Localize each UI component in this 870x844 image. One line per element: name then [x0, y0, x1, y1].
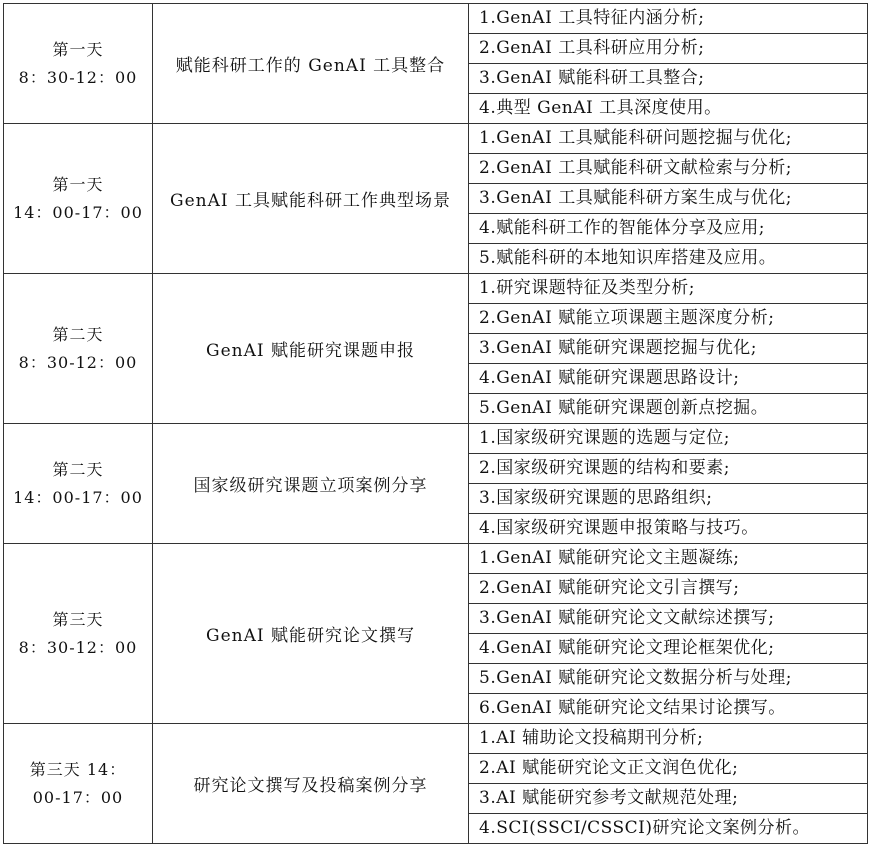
session-day: 第一天	[52, 39, 104, 59]
session-time	[4, 4, 153, 124]
session-item: 3.GenAI 工具赋能科研方案生成与优化;	[469, 184, 867, 214]
session-items	[469, 274, 868, 424]
session-item: 3.GenAI 赋能科研工具整合;	[469, 64, 867, 94]
session-item: 2.GenAI 赋能研究论文引言撰写;	[469, 574, 867, 604]
session-items	[469, 4, 868, 124]
session-item: 4.典型 GenAI 工具深度使用。	[479, 98, 722, 118]
session-items	[469, 724, 868, 844]
session-day: 第二天	[52, 324, 104, 344]
session-hours: 8：30-12：00	[18, 67, 138, 87]
session-items	[469, 124, 868, 274]
session-hours: 14：00-17：00	[13, 487, 143, 507]
session-topic: GenAI 赋能研究论文撰写	[153, 544, 469, 724]
session-item: 3.AI 赋能研究参考文献规范处理;	[469, 784, 867, 814]
session-item: 1.GenAI 工具赋能科研问题挖掘与优化;	[469, 124, 867, 154]
session-row	[4, 544, 868, 724]
session-items	[469, 544, 868, 724]
session-day: 第一天	[52, 174, 104, 194]
session-items	[469, 424, 868, 544]
session-hours: 00-17：00	[32, 787, 124, 807]
session-row	[4, 124, 868, 274]
session-item: 3.国家级研究课题的思路组织;	[469, 484, 867, 514]
session-day: 第三天 14：	[29, 759, 127, 779]
session-time	[4, 424, 153, 544]
session-item: 1.研究课题特征及类型分析;	[469, 274, 867, 304]
schedule-body	[4, 4, 868, 844]
session-topic: GenAI 赋能研究课题申报	[153, 274, 469, 424]
session-row	[4, 724, 868, 844]
session-topic: 研究论文撰写及投稿案例分享	[153, 724, 469, 844]
session-item: 5.GenAI 赋能研究课题创新点挖掘。	[479, 398, 769, 418]
session-row	[4, 4, 868, 124]
session-day: 第三天	[52, 609, 104, 629]
session-item: 3.GenAI 赋能研究论文文献综述撰写;	[469, 604, 867, 634]
session-day: 第二天	[52, 459, 104, 479]
session-row	[4, 424, 868, 544]
session-item: 4.GenAI 赋能研究课题思路设计;	[469, 364, 867, 394]
session-item: 2.AI 赋能研究论文正文润色优化;	[469, 754, 867, 784]
session-item: 4.国家级研究课题申报策略与技巧。	[479, 518, 759, 538]
session-item: 3.GenAI 赋能研究课题挖掘与优化;	[469, 334, 867, 364]
session-item: 1.AI 辅助论文投稿期刊分析;	[469, 724, 867, 754]
session-time	[4, 274, 153, 424]
session-item: 2.GenAI 工具赋能科研文献检索与分析;	[469, 154, 867, 184]
session-time	[4, 124, 153, 274]
session-item: 4.赋能科研工作的智能体分享及应用;	[469, 214, 867, 244]
session-item: 1.国家级研究课题的选题与定位;	[469, 424, 867, 454]
session-item: 6.GenAI 赋能研究论文结果讨论撰写。	[479, 698, 786, 718]
session-time	[4, 544, 153, 724]
session-topic: 国家级研究课题立项案例分享	[153, 424, 469, 544]
session-item: 5.赋能科研的本地知识库搭建及应用。	[479, 248, 777, 268]
schedule-table	[3, 3, 868, 844]
session-hours: 14：00-17：00	[13, 202, 143, 222]
session-item: 1.GenAI 赋能研究论文主题凝练;	[469, 544, 867, 574]
session-row	[4, 274, 868, 424]
session-hours: 8：30-12：00	[18, 352, 138, 372]
session-item: 2.GenAI 赋能立项课题主题深度分析;	[469, 304, 867, 334]
session-topic: 赋能科研工作的 GenAI 工具整合	[153, 4, 469, 124]
session-item: 5.GenAI 赋能研究论文数据分析与处理;	[469, 664, 867, 694]
session-hours: 8：30-12：00	[18, 637, 138, 657]
session-item: 4.GenAI 赋能研究论文理论框架优化;	[469, 634, 867, 664]
session-item: 2.国家级研究课题的结构和要素;	[469, 454, 867, 484]
session-time	[4, 724, 153, 844]
session-topic: GenAI 工具赋能科研工作典型场景	[153, 124, 469, 274]
session-item: 1.GenAI 工具特征内涵分析;	[469, 4, 867, 34]
session-item: 2.GenAI 工具科研应用分析;	[469, 34, 867, 64]
session-item: 4.SCI(SSCI/CSSCI)研究论文案例分析。	[479, 818, 811, 838]
